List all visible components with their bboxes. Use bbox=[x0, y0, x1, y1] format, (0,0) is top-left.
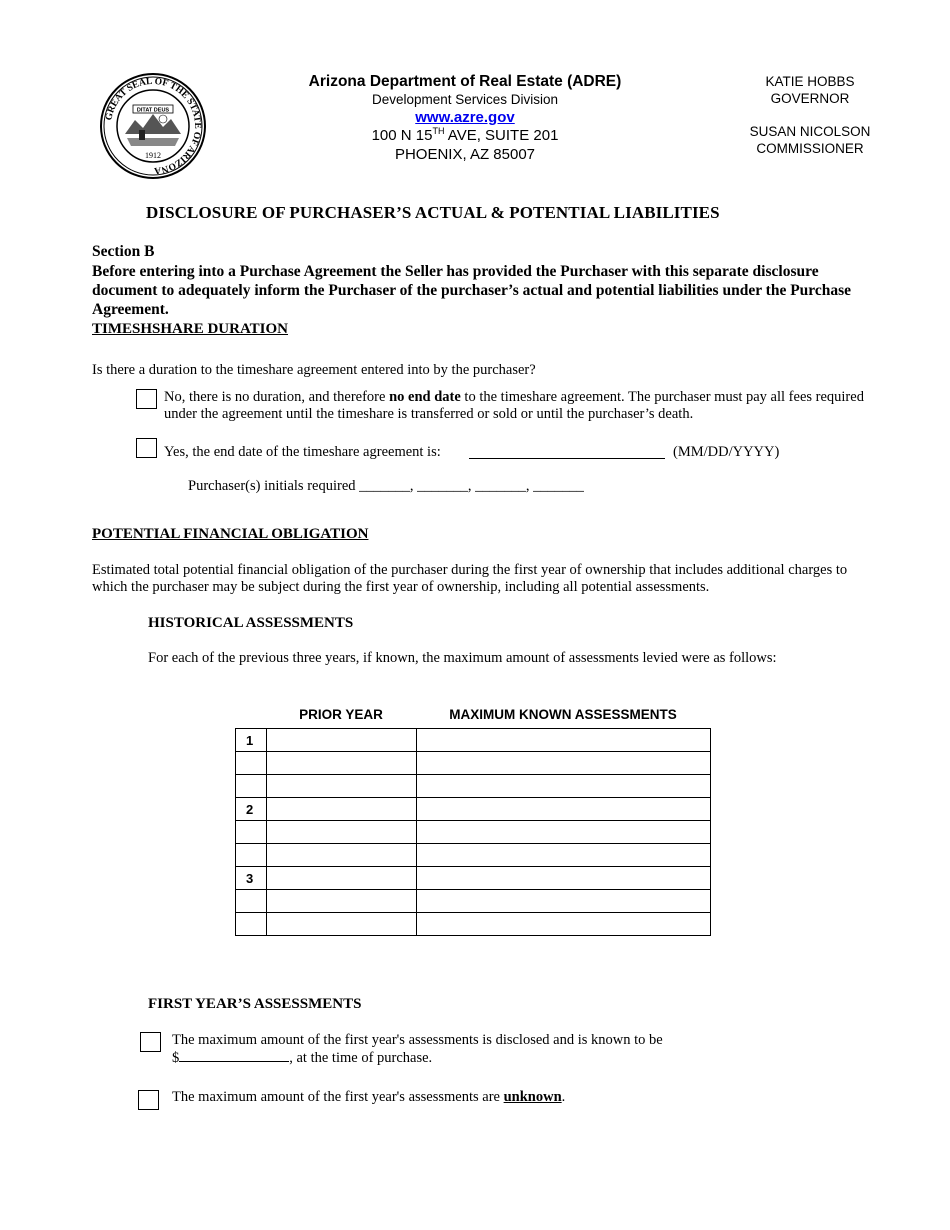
column-header-prior-year: PRIOR YEAR bbox=[299, 707, 383, 722]
no-end-date-option-label bbox=[164, 389, 884, 423]
address-line-2: PHOENIX, AZ 85007 bbox=[394, 146, 536, 163]
table-row bbox=[236, 798, 711, 821]
table-row bbox=[236, 729, 711, 752]
row-number-cell: 2 bbox=[236, 798, 267, 821]
row-number-cell bbox=[236, 775, 267, 798]
purchaser-initials-line[interactable]: Purchaser(s) initials required _______, _______, _______, _______ bbox=[188, 478, 584, 494]
known-assessment-amount-field[interactable] bbox=[179, 1049, 289, 1062]
date-format-hint: (MM/DD/YYYY) bbox=[673, 444, 780, 460]
commissioner-block bbox=[720, 123, 900, 157]
prior-year-cell[interactable] bbox=[267, 913, 417, 936]
max-assessment-cell[interactable] bbox=[417, 867, 711, 890]
governor-block bbox=[720, 73, 900, 107]
division-name: Development Services Division bbox=[371, 92, 559, 107]
no-end-date-checkbox[interactable] bbox=[136, 389, 157, 409]
known-assessment-checkbox[interactable] bbox=[140, 1032, 161, 1052]
max-assessment-cell[interactable] bbox=[417, 729, 711, 752]
table-row bbox=[236, 844, 711, 867]
prior-year-cell[interactable] bbox=[267, 844, 417, 867]
state-seal-logo bbox=[99, 72, 207, 180]
prior-year-cell[interactable] bbox=[267, 752, 417, 775]
intro-paragraph: Before entering into a Purchase Agreement the Seller has provided the Purchaser with this separate disclosure document to adequately inform the Purchaser of the purchaser’s actual and potential liabilities under the Purchase Agreement. bbox=[92, 263, 852, 318]
historical-assessments-text: For each of the previous three years, if known, the maximum amount of assessments levied were as follows: bbox=[148, 650, 777, 666]
max-assessment-cell[interactable] bbox=[417, 798, 711, 821]
address-ordinal: TH bbox=[432, 126, 445, 136]
max-assessment-cell[interactable] bbox=[417, 821, 711, 844]
website-link[interactable]: www.azre.gov bbox=[415, 109, 515, 126]
row-number-cell bbox=[236, 913, 267, 936]
max-assessment-cell[interactable] bbox=[417, 752, 711, 775]
known-assessment-currency: $ bbox=[172, 1050, 180, 1066]
end-date-checkbox[interactable] bbox=[136, 438, 157, 458]
no-end-date-bold: no end date bbox=[389, 389, 461, 405]
address-line-1 bbox=[280, 126, 650, 144]
financial-obligation-text: Estimated total potential financial obligation of the purchaser during the first year of ownership that includes additional charges to which the purchaser may be subject during the first year of ownership, including all potential assessments. bbox=[92, 562, 848, 595]
unknown-assessment-bold: unknown bbox=[503, 1089, 562, 1105]
table-row bbox=[236, 775, 711, 798]
unknown-assessment-checkbox[interactable] bbox=[138, 1090, 159, 1110]
row-number-cell: 1 bbox=[236, 729, 267, 752]
table-row bbox=[236, 867, 711, 890]
seal-ring-text: GREAT SEAL OF THE STATE OF ARIZONA bbox=[104, 76, 203, 176]
row-number-cell bbox=[236, 844, 267, 867]
address-number: 100 N 15 bbox=[371, 127, 433, 144]
table-row bbox=[236, 890, 711, 913]
max-assessment-cell[interactable] bbox=[417, 890, 711, 913]
prior-year-cell[interactable] bbox=[267, 867, 417, 890]
unknown-assessment-option-label bbox=[172, 1089, 565, 1106]
unknown-assessment-text-a: The maximum amount of the first year's assessments are bbox=[172, 1089, 504, 1105]
prior-year-cell[interactable] bbox=[267, 775, 417, 798]
commissioner-title: COMMISSIONER bbox=[756, 141, 864, 156]
historical-assessments-heading: HISTORICAL ASSESSMENTS bbox=[148, 615, 354, 631]
column-header-max-assessments: MAXIMUM KNOWN ASSESSMENTS bbox=[449, 707, 677, 722]
prior-year-cell[interactable] bbox=[267, 798, 417, 821]
commissioner-name: SUSAN NICOLSON bbox=[749, 124, 871, 139]
governor-name: KATIE HOBBS bbox=[765, 74, 855, 89]
agency-name: Arizona Department of Real Estate (ADRE) bbox=[308, 73, 622, 90]
max-assessment-cell[interactable] bbox=[417, 913, 711, 936]
prior-year-cell[interactable] bbox=[267, 821, 417, 844]
seal-year: 1912 bbox=[145, 151, 161, 160]
address-street: AVE, SUITE 201 bbox=[444, 127, 559, 144]
no-end-date-text-a: No, there is no duration, and therefore bbox=[164, 389, 390, 405]
row-number-cell bbox=[236, 752, 267, 775]
row-number-cell bbox=[236, 890, 267, 913]
max-assessment-cell[interactable] bbox=[417, 844, 711, 867]
document-title: DISCLOSURE OF PURCHASER’S ACTUAL & POTENTIAL LIABILITIES bbox=[146, 203, 720, 222]
no-end-date-text-b: to the timeshare agreement. The purchaser must pay all fees required under the agreement until the timeshare is transferred or sold or until the purchaser’s death. bbox=[164, 389, 864, 422]
table-row bbox=[236, 913, 711, 936]
end-date-field[interactable] bbox=[469, 458, 665, 459]
financial-obligation-heading: POTENTIAL FINANCIAL OBLIGATION bbox=[92, 526, 369, 542]
duration-heading: TIMESHSHARE DURATION bbox=[92, 321, 289, 337]
unknown-assessment-text-b: . bbox=[561, 1089, 566, 1105]
known-assessment-text-b: , at the time of purchase. bbox=[289, 1050, 433, 1066]
first-year-assessments-heading: FIRST YEAR’S ASSESSMENTS bbox=[148, 996, 362, 1012]
historical-assessments-table bbox=[235, 728, 711, 936]
known-assessment-option-label bbox=[172, 1032, 712, 1067]
row-number-cell: 3 bbox=[236, 867, 267, 890]
max-assessment-cell[interactable] bbox=[417, 775, 711, 798]
duration-question: Is there a duration to the timeshare agreement entered into by the purchaser? bbox=[92, 362, 536, 378]
seal-motto: DITAT DEUS bbox=[136, 107, 170, 114]
row-number-cell bbox=[236, 821, 267, 844]
prior-year-cell[interactable] bbox=[267, 729, 417, 752]
governor-title: GOVERNOR bbox=[770, 91, 850, 106]
table-row bbox=[236, 752, 711, 775]
end-date-option-label: Yes, the end date of the timeshare agreement is: bbox=[164, 444, 441, 460]
prior-year-cell[interactable] bbox=[267, 890, 417, 913]
known-assessment-text-a: The maximum amount of the first year's assessments is disclosed and is known to be bbox=[172, 1032, 663, 1048]
section-label: Section B bbox=[92, 243, 155, 260]
table-row bbox=[236, 821, 711, 844]
